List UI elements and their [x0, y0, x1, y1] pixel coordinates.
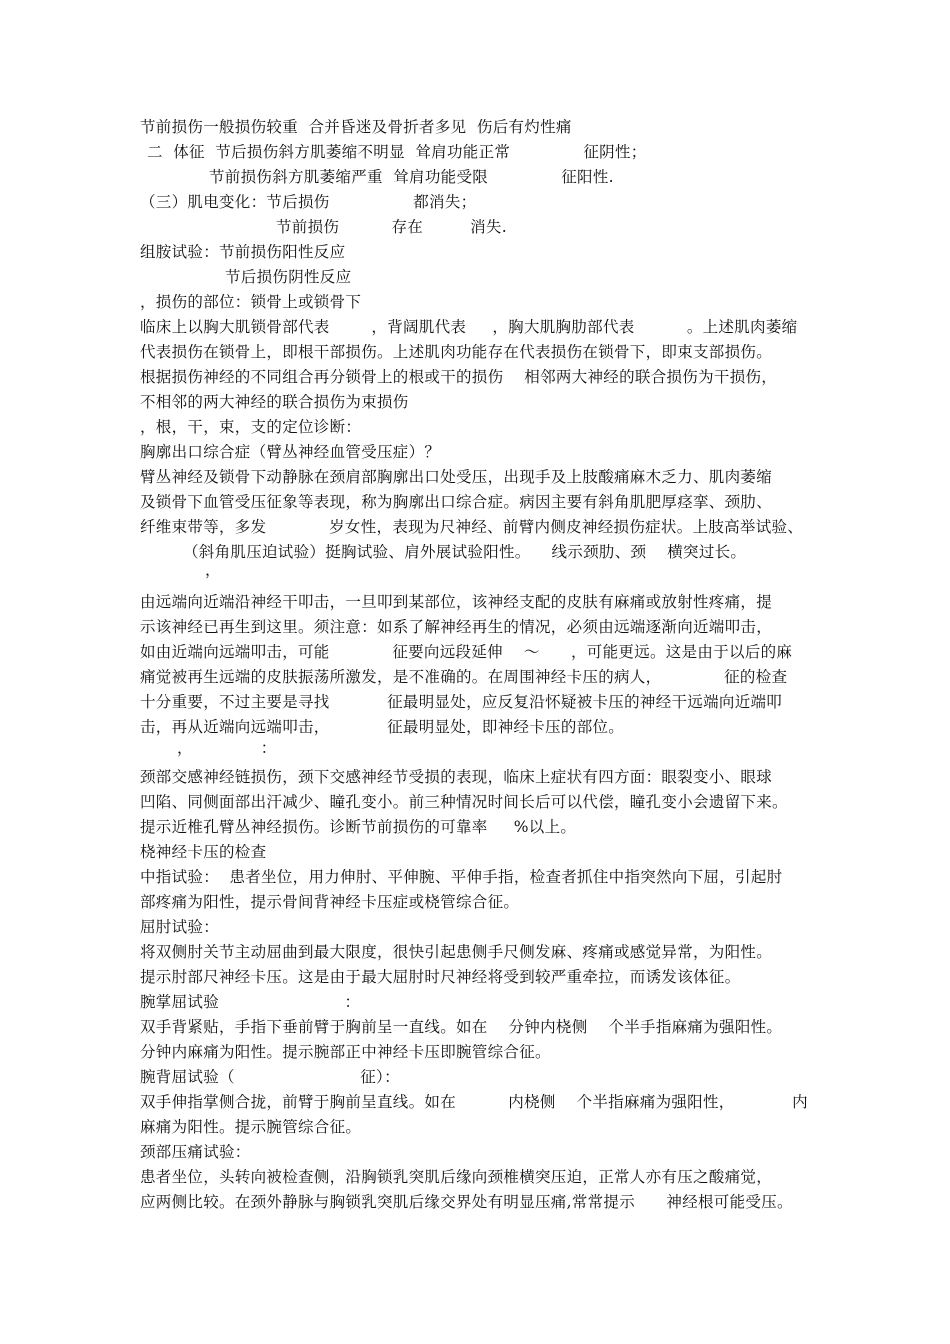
text-line: 桡神经卡压的检查 — [140, 843, 267, 861]
text-line: 双手背紧贴，手指下垂前臂于胸前呈一直线。如在 分钟内桡侧 个半手指麻痛为强阳性。 — [140, 1018, 783, 1036]
text-line: ， — [205, 561, 221, 579]
text-line: ，根，干，束，支的定位诊断： — [140, 418, 362, 436]
text-line: 颈部交感神经链损伤，颈下交感神经节受损的表现，临床上症状有四方面：眼裂变小、眼球 — [140, 768, 773, 786]
text-line: 十分重要，不过主要是寻找 征最明显处，应反复沿怀疑被卡压的神经干远端向近端叩 — [140, 693, 783, 711]
text-line: 提示肘部尺神经卡压。这是由于最大屈肘时尺神经将受到较严重牵拉，而诱发该体征。 — [140, 968, 741, 986]
text-line: （斜角肌压迫试验）挺胸试验、肩外展试验阳性。 线示颈肋、颈 横突过长。 — [183, 543, 747, 561]
text-line: 胸廓出口综合症（臂丛神经血管受压症）？ — [140, 443, 441, 461]
text-line: 臂丛神经及锁骨下动静脉在颈肩部胸廓出口处受压，出现手及上肢酸痛麻木乏力、肌肉萎缩 — [140, 468, 773, 486]
text-line: 腕背屈试验（ 征）： — [140, 1068, 400, 1086]
text-line: 由远端向近端沿神经干叩击，一旦叩到某部位，该神经支配的皮肤有麻痛或放射性疼痛，提 — [140, 593, 773, 611]
text-line: 痛觉被再生远端的皮肤振荡所激发，是不准确的。在周围神经卡压的病人， 征的检查 — [140, 668, 788, 686]
text-line: 屈肘试验： — [140, 918, 220, 936]
text-line: 颈部压痛试验： — [140, 1143, 251, 1161]
text-line: 根据损伤神经的不同组合再分锁骨上的根或干的损伤 相邻两大神经的联合损伤为干损伤， — [140, 368, 778, 386]
text-line: 节后损伤阴性反应 — [225, 268, 352, 286]
text-line: 击，再从近端向远端叩击， 征最明显处，即神经卡压的部位。 — [140, 718, 625, 736]
text-line: 患者坐位，头转向被检查侧，沿胸锁乳突肌后缘向颈椎横突压迫，正常人亦有压之酸痛觉， — [140, 1168, 773, 1186]
text-line: （三）肌电变化：节后损伤 都消失； — [140, 193, 477, 211]
text-line: 节前损伤斜方肌萎缩严重 耸肩功能受限 征阳性. — [209, 168, 614, 186]
text-line: 将双侧肘关节主动屈曲到最大限度，很快引起患侧手尺侧发麻、疼痛或感觉异常，为阳性。 — [140, 943, 773, 961]
text-line: 部疼痛为阳性，提示骨间背神经卡压症或桡管综合征。 — [140, 893, 520, 911]
text-line: 不相邻的两大神经的联合损伤为束损伤 — [140, 393, 409, 411]
text-line: 节前损伤一般损伤较重 合并昏迷及骨折者多见 伤后有灼性痛 — [140, 118, 572, 136]
text-line: 节前损伤 存在 消失. — [276, 218, 507, 236]
text-line: 如由近端向远端叩击，可能 征要向远段延伸 ～ ，可能更远。这是由于以后的麻 — [140, 643, 793, 661]
text-line: 应两侧比较。在颈外静脉与胸锁乳突肌后缘交界处有明显压痛,常常提示 神经根可能受压。 — [140, 1193, 793, 1211]
text-line: 麻痛为阳性。提示腕管综合征。 — [140, 1118, 362, 1136]
text-line: 临床上以胸大肌锁骨部代表 ，背阔肌代表 ，胸大肌胸肋部代表 。上述肌肉萎缩 — [140, 318, 798, 336]
text-line: 二 体征 节后损伤斜方肌萎缩不明显 耸肩功能正常 征阴性； — [147, 143, 647, 161]
text-line: 凹陷、同侧面部出汗减少、瞳孔变小。前三种情况时间长后可以代偿，瞳孔变小会遗留下来。 — [140, 793, 788, 811]
text-line: 提示近椎孔臂丛神经损伤。诊断节前损伤的可靠率 %以上。 — [140, 818, 577, 836]
text-line: 中指试验： 患者坐位，用力伸肘、平伸腕、平伸手指，检查者抓住中指突然向下屈，引起肘 — [140, 868, 783, 886]
text-line: ，损伤的部位：锁骨上或锁骨下 — [140, 293, 362, 311]
text-line: 示该神经已再生到这里。须注意：如系了解神经再生的情况，必须由远端逐渐向近端叩击， — [140, 618, 773, 636]
text-line: 分钟内麻痛为阳性。提示腕部正中神经卡压即腕管综合征。 — [140, 1043, 551, 1061]
text-line: 及锁骨下血管受压征象等表现，称为胸廓出口综合症。病因主要有斜角肌肥厚痉挛、颈肋、 — [140, 493, 773, 511]
text-line: 双手伸指掌侧合拢，前臂于胸前呈直线。如在 内桡侧 个半指麻痛为强阳性， 内 — [140, 1093, 808, 1111]
text-line: 组胺试验：节前损伤阳性反应 — [140, 243, 346, 261]
text-line: 腕掌屈试验 ： — [140, 993, 361, 1011]
text-line: ， ： — [177, 739, 277, 757]
text-line: 纤维束带等，多发 岁女性，表现为尺神经、前臂内侧皮神经损伤症状。上肢高举试验、 — [140, 518, 804, 536]
text-line: 代表损伤在锁骨上，即根干部损伤。上述肌肉功能存在代表损伤在锁骨下，即束支部损伤。 — [140, 343, 773, 361]
